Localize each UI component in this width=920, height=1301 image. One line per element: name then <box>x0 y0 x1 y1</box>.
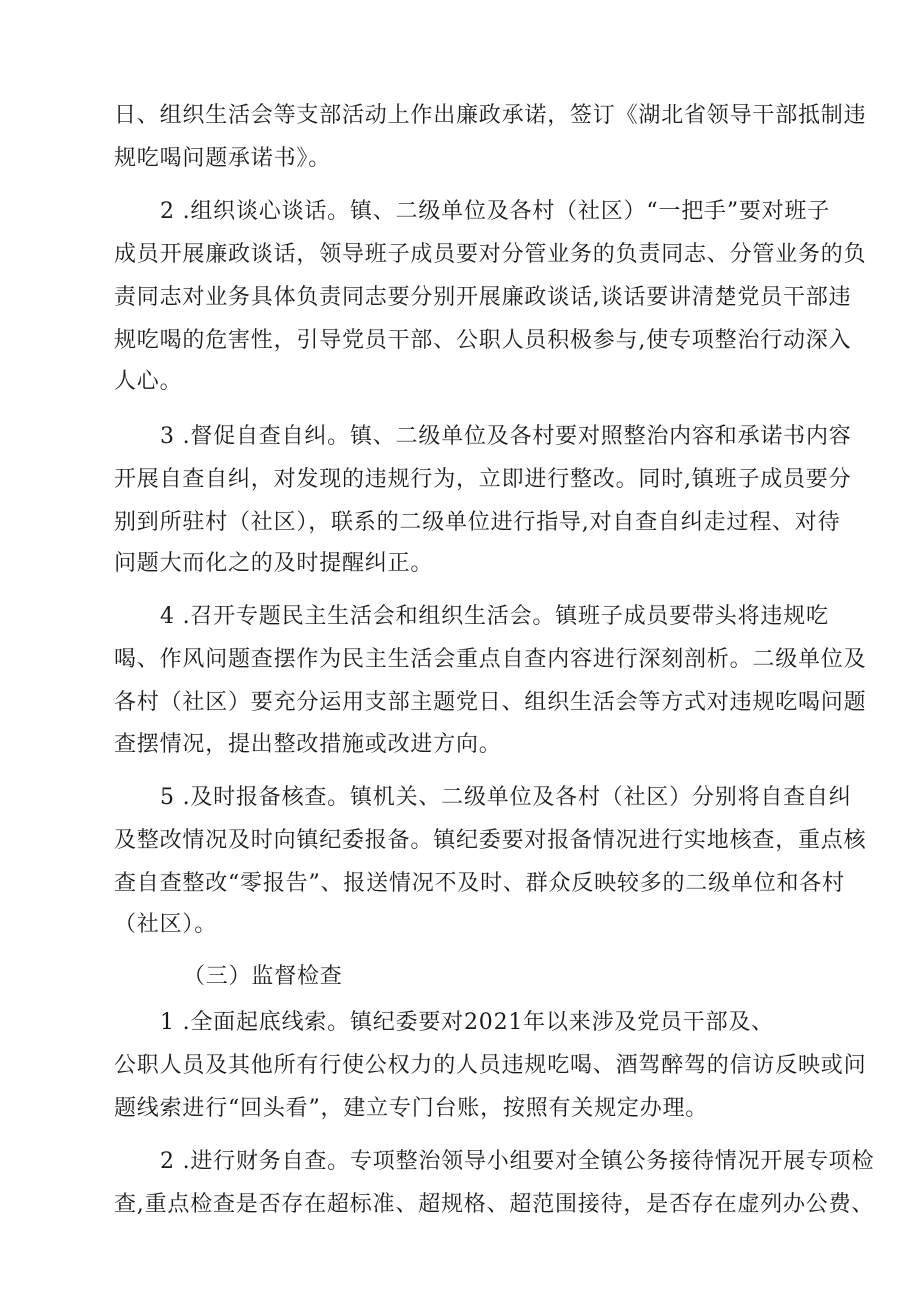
text-line: 喝、作风问题查摆作为民主生活会重点自查内容进行深刻剖析。二级单位及 <box>114 647 867 672</box>
text-line: 题线索进行“回头看”，建立专门台账，按照有关规定办理。 <box>114 1096 709 1121</box>
paragraph-2-start: 2 .组织谈心谈话。镇、二级单位及各村（社区）“一把手”要对班子 <box>160 199 831 224</box>
text-line: 规吃喝问题承诺书》。 <box>114 146 332 171</box>
subsection-2-start: 2 .进行财务自查。专项整治领导小组要对全镇公务接待情况开展专项检 <box>160 1149 875 1174</box>
paragraph-5-start: 5 .及时报备核查。镇机关、二级单位及各村（社区）分别将自查自纠 <box>160 785 852 810</box>
text-line: 查,重点检查是否存在超标准、超规格、超范围接待，是否存在虚列办公费、 <box>114 1192 875 1217</box>
text-line: 日、组织生活会等支部活动上作出廉政承诺，签订《湖北省领导干部抵制违 <box>114 103 867 128</box>
text-line: 及整改情况及时向镇纪委报备。镇纪委要对报备情况进行实地核查，重点核 <box>114 828 867 853</box>
text-line: （社区）。 <box>114 912 218 937</box>
text-line: 问题大而化之的及时提醒纠正。 <box>114 551 434 576</box>
text-line: 成员开展廉政谈话，领导班子成员要对分管业务的负责同志、分管业务的负 <box>114 242 867 267</box>
text-line: 开展自查自纠，对发现的违规行为，立即进行整改。同时,镇班子成员要分 <box>114 467 852 492</box>
paragraph-3-start: 3 .督促自查自纠。镇、二级单位及各村要对照整治内容和承诺书内容 <box>160 424 852 449</box>
text-line: 查摆情况，提出整改措施或改进方向。 <box>114 732 502 757</box>
text-line: 责同志对业务具体负责同志要分别开展廉政谈话,谈话要讲清楚党员干部违 <box>114 285 852 310</box>
text-line: 人心。 <box>114 369 183 394</box>
section-heading: （三）监督检查 <box>183 964 343 989</box>
text-line: 公职人员及其他所有行使公权力的人员违规吃喝、酒驾醉驾的信访反映或问 <box>114 1053 867 1078</box>
text-line: 规吃喝的危害性，引导党员干部、公职人员积极参与,使专项整治行动深入 <box>114 328 852 353</box>
text-line: 各村（社区）要充分运用支部主题党日、组织生活会等方式对违规吃喝问题 <box>114 690 867 715</box>
text-line: 别到所驻村（社区），联系的二级单位进行指导,对自查自纠走过程、对待 <box>114 510 841 535</box>
paragraph-4-start: 4 .召开专题民主生活会和组织生活会。镇班子成员要带头将违规吃 <box>160 604 829 629</box>
text-line: 查自查整改“零报告”、报送情况不及时、群众反映较多的二级单位和各村 <box>114 871 845 896</box>
subsection-1-start: 1 .全面起底线索。镇纪委要对2021年以来涉及党员干部及、 <box>160 1010 774 1035</box>
